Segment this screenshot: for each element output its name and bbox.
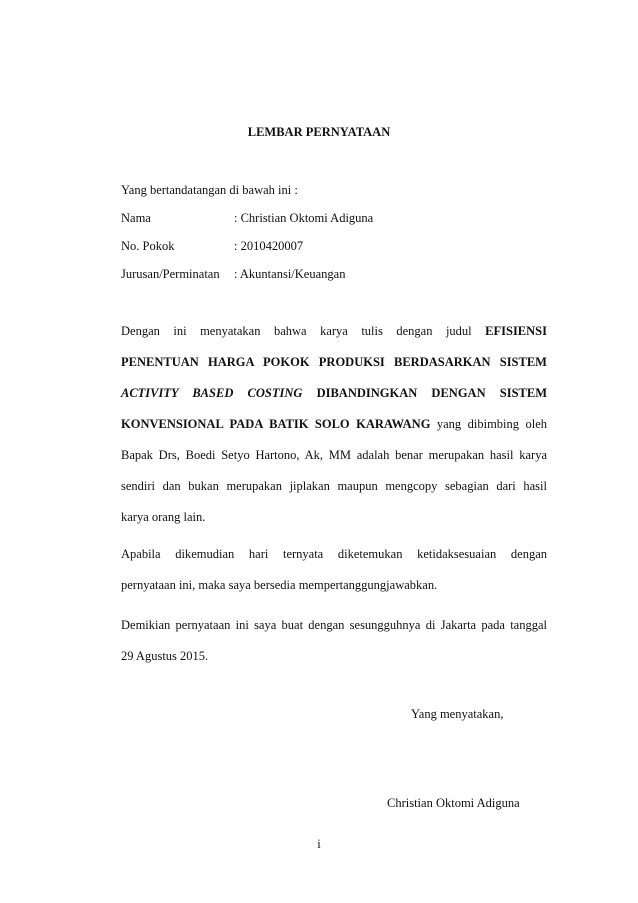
page-title: LEMBAR PERNYATAAN (247, 125, 391, 139)
signer-name: Christian Oktomi Adiguna (387, 796, 520, 810)
paragraph-line: Demikian pernyataan ini saya buat dengan sesungguhnya di Jakarta pada tanggal (121, 618, 547, 632)
field-value-student-number: : 2010420007 (234, 239, 304, 253)
paragraph-line: ACTIVITY BASED COSTING DIBANDINGKAN DENGAN SISTEM (121, 386, 548, 400)
paragraph-line: Dengan ini menyatakan bahwa karya tulis dengan judul EFISIENSI (121, 324, 547, 338)
paragraph-line: karya orang lain. (121, 510, 206, 524)
paragraph-line: PENENTUAN HARGA POKOK PRODUKSI BERDASARKAN SISTEM (121, 355, 547, 369)
field-value-major: : Akuntansi/Keuangan (234, 267, 346, 281)
field-label-student-number: No. Pokok (121, 239, 175, 253)
paragraph-line: KONVENSIONAL PADA BATIK SOLO KARAWANG yang dibimbing oleh (121, 417, 547, 431)
field-value-name: : Christian Oktomi Adiguna (234, 211, 374, 225)
paragraph-line: pernyataan ini, maka saya bersedia mempertanggungjawabkan. (121, 578, 438, 592)
paragraph-line: sendiri dan bukan merupakan jiplakan maupun mengcopy sebagian dari hasil (121, 479, 547, 493)
page-number: i (317, 837, 321, 851)
paragraph-line: Bapak Drs, Boedi Setyo Hartono, Ak, MM adalah benar merupakan hasil karya (121, 448, 547, 462)
paragraph-line: 29 Agustus 2015. (121, 649, 209, 663)
field-label-major: Jurusan/Perminatan (121, 267, 220, 281)
paragraph-line: Apabila dikemudian hari ternyata diketemukan ketidaksesuaian dengan (121, 547, 547, 561)
intro-text: Yang bertandatangan di bawah ini : (121, 183, 298, 197)
field-label-name: Nama (121, 211, 151, 225)
closing-salutation: Yang menyatakan, (411, 707, 504, 721)
